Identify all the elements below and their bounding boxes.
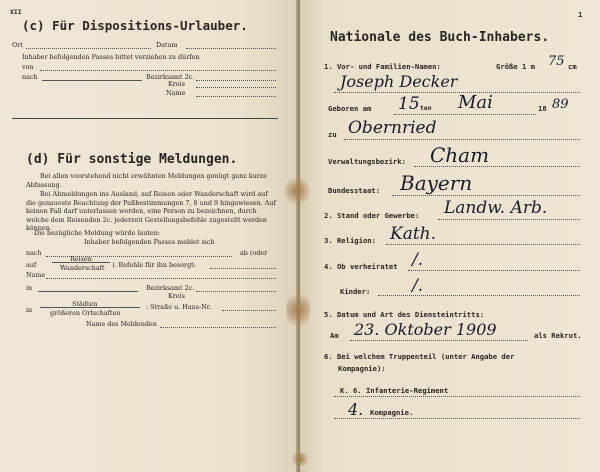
verwaltungsbezirk-label: Verwaltungsbezirk: bbox=[328, 157, 406, 166]
q3-value: Kath. bbox=[390, 224, 437, 244]
q4-value: /. bbox=[412, 250, 424, 270]
name-meldenden-label: Name des Meldenden bbox=[86, 320, 157, 328]
section-c-title: (c) Für Dispositions-Urlauber. bbox=[22, 18, 248, 33]
d-paragraph-1: Bei allen voorstehend nicht erwähnten Meldungen genügt ganz kurze Abfassung. bbox=[26, 172, 267, 189]
nach-line bbox=[42, 80, 142, 81]
kinder-label: Kinder: bbox=[340, 287, 371, 296]
d-in-line bbox=[38, 291, 138, 292]
ab-label: ab (oder bbox=[240, 249, 268, 257]
kompagnie-line bbox=[334, 418, 580, 419]
bezirksamt-line bbox=[196, 80, 276, 81]
q6-label-line1: 6. Bei welchem Truppenteil (unter Angabe der bbox=[324, 352, 515, 361]
c-line1: Inhaber befolgenden Passes bittet verziehen zu dürfen bbox=[22, 53, 200, 61]
name-meldenden-line bbox=[160, 327, 276, 328]
kinder-value: /. bbox=[412, 276, 424, 296]
inhaber-text: Inhaber befolgenden Passes meldet sich bbox=[84, 238, 215, 246]
q4-line bbox=[408, 270, 580, 271]
q4-label: 4. Ob verheiratet bbox=[324, 262, 398, 271]
d-bezirksamt-label: Bezirksamt 2c. bbox=[146, 284, 195, 292]
orte-label: größeren Ortschaften bbox=[50, 309, 121, 317]
staedten-label: Städten bbox=[72, 300, 98, 308]
ort-line bbox=[344, 139, 580, 140]
page-number: 1 bbox=[578, 10, 583, 19]
stain-upper bbox=[284, 176, 310, 206]
groesse-label: Größe 1 m bbox=[496, 62, 535, 71]
name-line bbox=[196, 96, 276, 97]
year-value: 89 bbox=[552, 97, 569, 112]
zu-label: zu bbox=[328, 130, 337, 139]
regiment-line bbox=[334, 396, 580, 397]
kinder-line bbox=[378, 295, 580, 296]
staedten-divider bbox=[40, 307, 140, 308]
q3-line bbox=[386, 244, 580, 245]
year-prefix: 18 bbox=[538, 104, 547, 113]
befehle-text: ). Befehle für ihn besorgt: bbox=[112, 261, 196, 269]
q2-label: 2. Stand oder Gewerbe: bbox=[324, 211, 420, 220]
d-nach-label: nach bbox=[26, 249, 42, 257]
stain-bottom bbox=[290, 452, 310, 466]
q2-value: Landw. Arb. bbox=[444, 198, 548, 218]
datum-line bbox=[186, 48, 276, 49]
name-line bbox=[334, 92, 580, 93]
ort-line bbox=[26, 48, 151, 49]
q2-line bbox=[438, 219, 580, 220]
ort-value: Obernried bbox=[348, 118, 437, 138]
groesse-value: 75 bbox=[548, 54, 565, 69]
von-label: von bbox=[22, 63, 34, 71]
d-paragraph-3: Die bezügliche Meldung würde lauten: bbox=[34, 229, 160, 237]
bundesstaat-line bbox=[392, 195, 580, 196]
geboren-ten: ten bbox=[420, 104, 432, 112]
d-bezirksamt-line bbox=[196, 291, 276, 292]
geboren-month: Mai bbox=[458, 92, 493, 113]
kompagnie-number: 4. bbox=[348, 400, 364, 419]
verwaltungsbezirk-value: Cham bbox=[430, 143, 490, 167]
auf-label: auf bbox=[26, 261, 37, 269]
bezirksamt-label: Bezirksamt 2c. bbox=[146, 73, 195, 81]
strasse-label: : Straße u. Haus-Nr. bbox=[146, 303, 212, 311]
am-line bbox=[350, 340, 528, 341]
strasse-line bbox=[222, 310, 276, 311]
q3-label: 3. Religion: bbox=[324, 236, 376, 245]
befehle-line bbox=[210, 268, 276, 269]
q5-label: 5. Datum und Art des Diensteintritts: bbox=[324, 310, 485, 319]
d-in-label-2: in bbox=[26, 306, 33, 314]
wanderschaft-label: Wanderschaft bbox=[60, 264, 105, 272]
regiment-stamp: K. 6. Infanterie-Regiment bbox=[340, 386, 449, 395]
name-value: Joseph Decker bbox=[340, 72, 458, 91]
name-label: Name bbox=[166, 89, 186, 97]
kreis-line bbox=[196, 87, 276, 88]
von-line bbox=[40, 70, 276, 71]
page-title: Nationale des Buch-Inhabers. bbox=[330, 30, 550, 45]
d-name-label: Name bbox=[26, 271, 46, 279]
right-page bbox=[300, 0, 600, 472]
q1-label: 1. Vor- und Familien-Namen: bbox=[324, 62, 441, 71]
geboren-label: Geboren am bbox=[328, 104, 372, 113]
als-rekrut-label: als Rekrut. bbox=[534, 331, 582, 340]
d-paragraph-2: Bei Abmeldungen ins Ausland, auf Reisen oder Wanderschaft wird auf die genaueste Beachtung der Paßbestimmungen 7, 8 und 9 hingewiesen. Auf keinen Fall darf unterlassen werden, eine Person zu bezeichnen, durch welche dem Reisenden 2c. jederzeit Gestellungsbefehle zugestellt werden können. bbox=[26, 190, 276, 233]
section-divider bbox=[12, 118, 278, 119]
d-in-label: in bbox=[26, 284, 33, 292]
section-d-title: (d) Für sonstige Meldungen. bbox=[26, 152, 238, 167]
geboren-line bbox=[394, 114, 536, 115]
am-value: 23. Oktober 1909 bbox=[354, 320, 497, 339]
d-kreis-label: Kreis bbox=[168, 292, 185, 300]
d-name-line bbox=[46, 278, 276, 279]
reisen-divider bbox=[52, 262, 110, 263]
ort-label: Ort bbox=[12, 41, 23, 49]
am-label: Am bbox=[330, 331, 339, 340]
groesse-unit: cm bbox=[568, 62, 577, 71]
reisen-label: Reisen bbox=[70, 255, 92, 263]
datum-label: Datum bbox=[156, 41, 178, 49]
stain-lower bbox=[286, 290, 310, 330]
geboren-day: 15 bbox=[398, 94, 420, 114]
page-label: XII bbox=[10, 8, 22, 16]
bundesstaat-value: Bayern bbox=[400, 171, 473, 195]
q6-label-line2: Kompagnie): bbox=[338, 364, 386, 373]
bundesstaat-label: Bundesstaat: bbox=[328, 186, 380, 195]
kompagnie-stamp: Kompagnie. bbox=[370, 408, 414, 417]
verwaltungsbezirk-line bbox=[414, 166, 580, 167]
kreis-label: Kreis bbox=[168, 80, 185, 88]
nach-label: nach bbox=[22, 73, 38, 81]
